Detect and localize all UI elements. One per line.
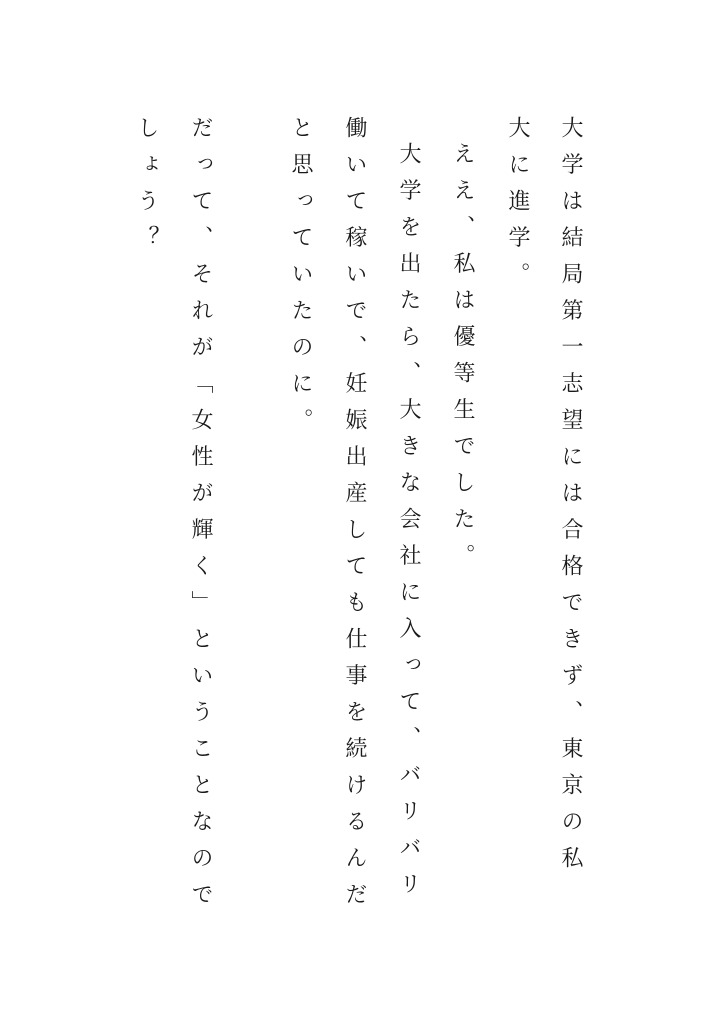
text-column-7: だって、それが「女性が輝く」ということなので — [188, 116, 213, 919]
text-column-8: しょう？ — [134, 116, 159, 262]
text-column-5: 働いて稼いで、妊娠出産しても仕事を続けるんだ — [342, 116, 367, 919]
text-column-6: と思っていたのに。 — [288, 116, 313, 445]
text-column-2: 大に進学。 — [505, 116, 530, 299]
text-column-1: 大学は結局第一志望には合格できず、東京の私 — [558, 116, 583, 883]
text-column-4: 大学を出たら、大きな会社に入って、バリバリ — [396, 142, 421, 909]
text-column-3: ええ、私は優等生でした。 — [450, 142, 475, 580]
